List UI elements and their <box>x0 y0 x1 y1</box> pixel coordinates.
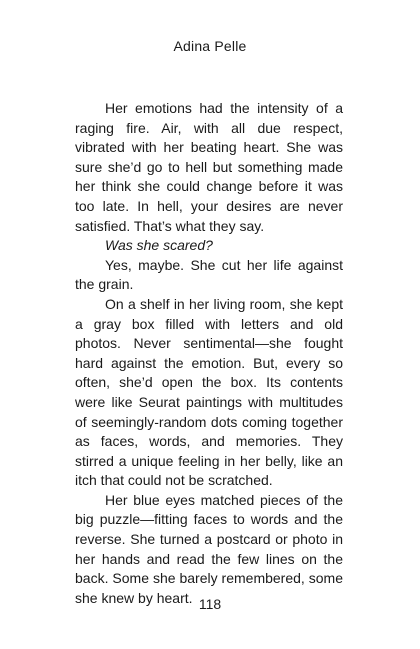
paragraph: Yes, maybe. She cut her life against the grain. <box>75 256 343 293</box>
paragraph-italic-question: Was she scared? <box>105 237 213 254</box>
paragraph: Her emotions had the intensity of a raging fire. Air, with all due respect, vibrated with her beating heart. She was sure she’d go to hell but something made her think she could change before it was too late. In hell, your desires are never satisfied. That’s what they say. <box>75 100 343 234</box>
page-number: 118 <box>198 596 222 612</box>
paragraph: On a shelf in her living room, she kept a gray box filled with letters and old photos. Never sentimental—she fought hard against the emotion. But, every so often, she’d open the box. Its contents were like Seurat paintings with multitudes of seemingly-random dots coming together as faces, words, and memories. They stirred a unique feeling in her belly, like an itch that could not be scratched. <box>75 295 343 489</box>
body-text <box>75 99 343 608</box>
running-head-author: Adina Pelle <box>173 38 247 54</box>
paragraph: Her blue eyes matched pieces of the big puzzle—fitting faces to words and the reverse. She turned a postcard or photo in her hands and read the few lines on the back. Some she barely remembered, some she knew by heart. <box>75 491 343 606</box>
